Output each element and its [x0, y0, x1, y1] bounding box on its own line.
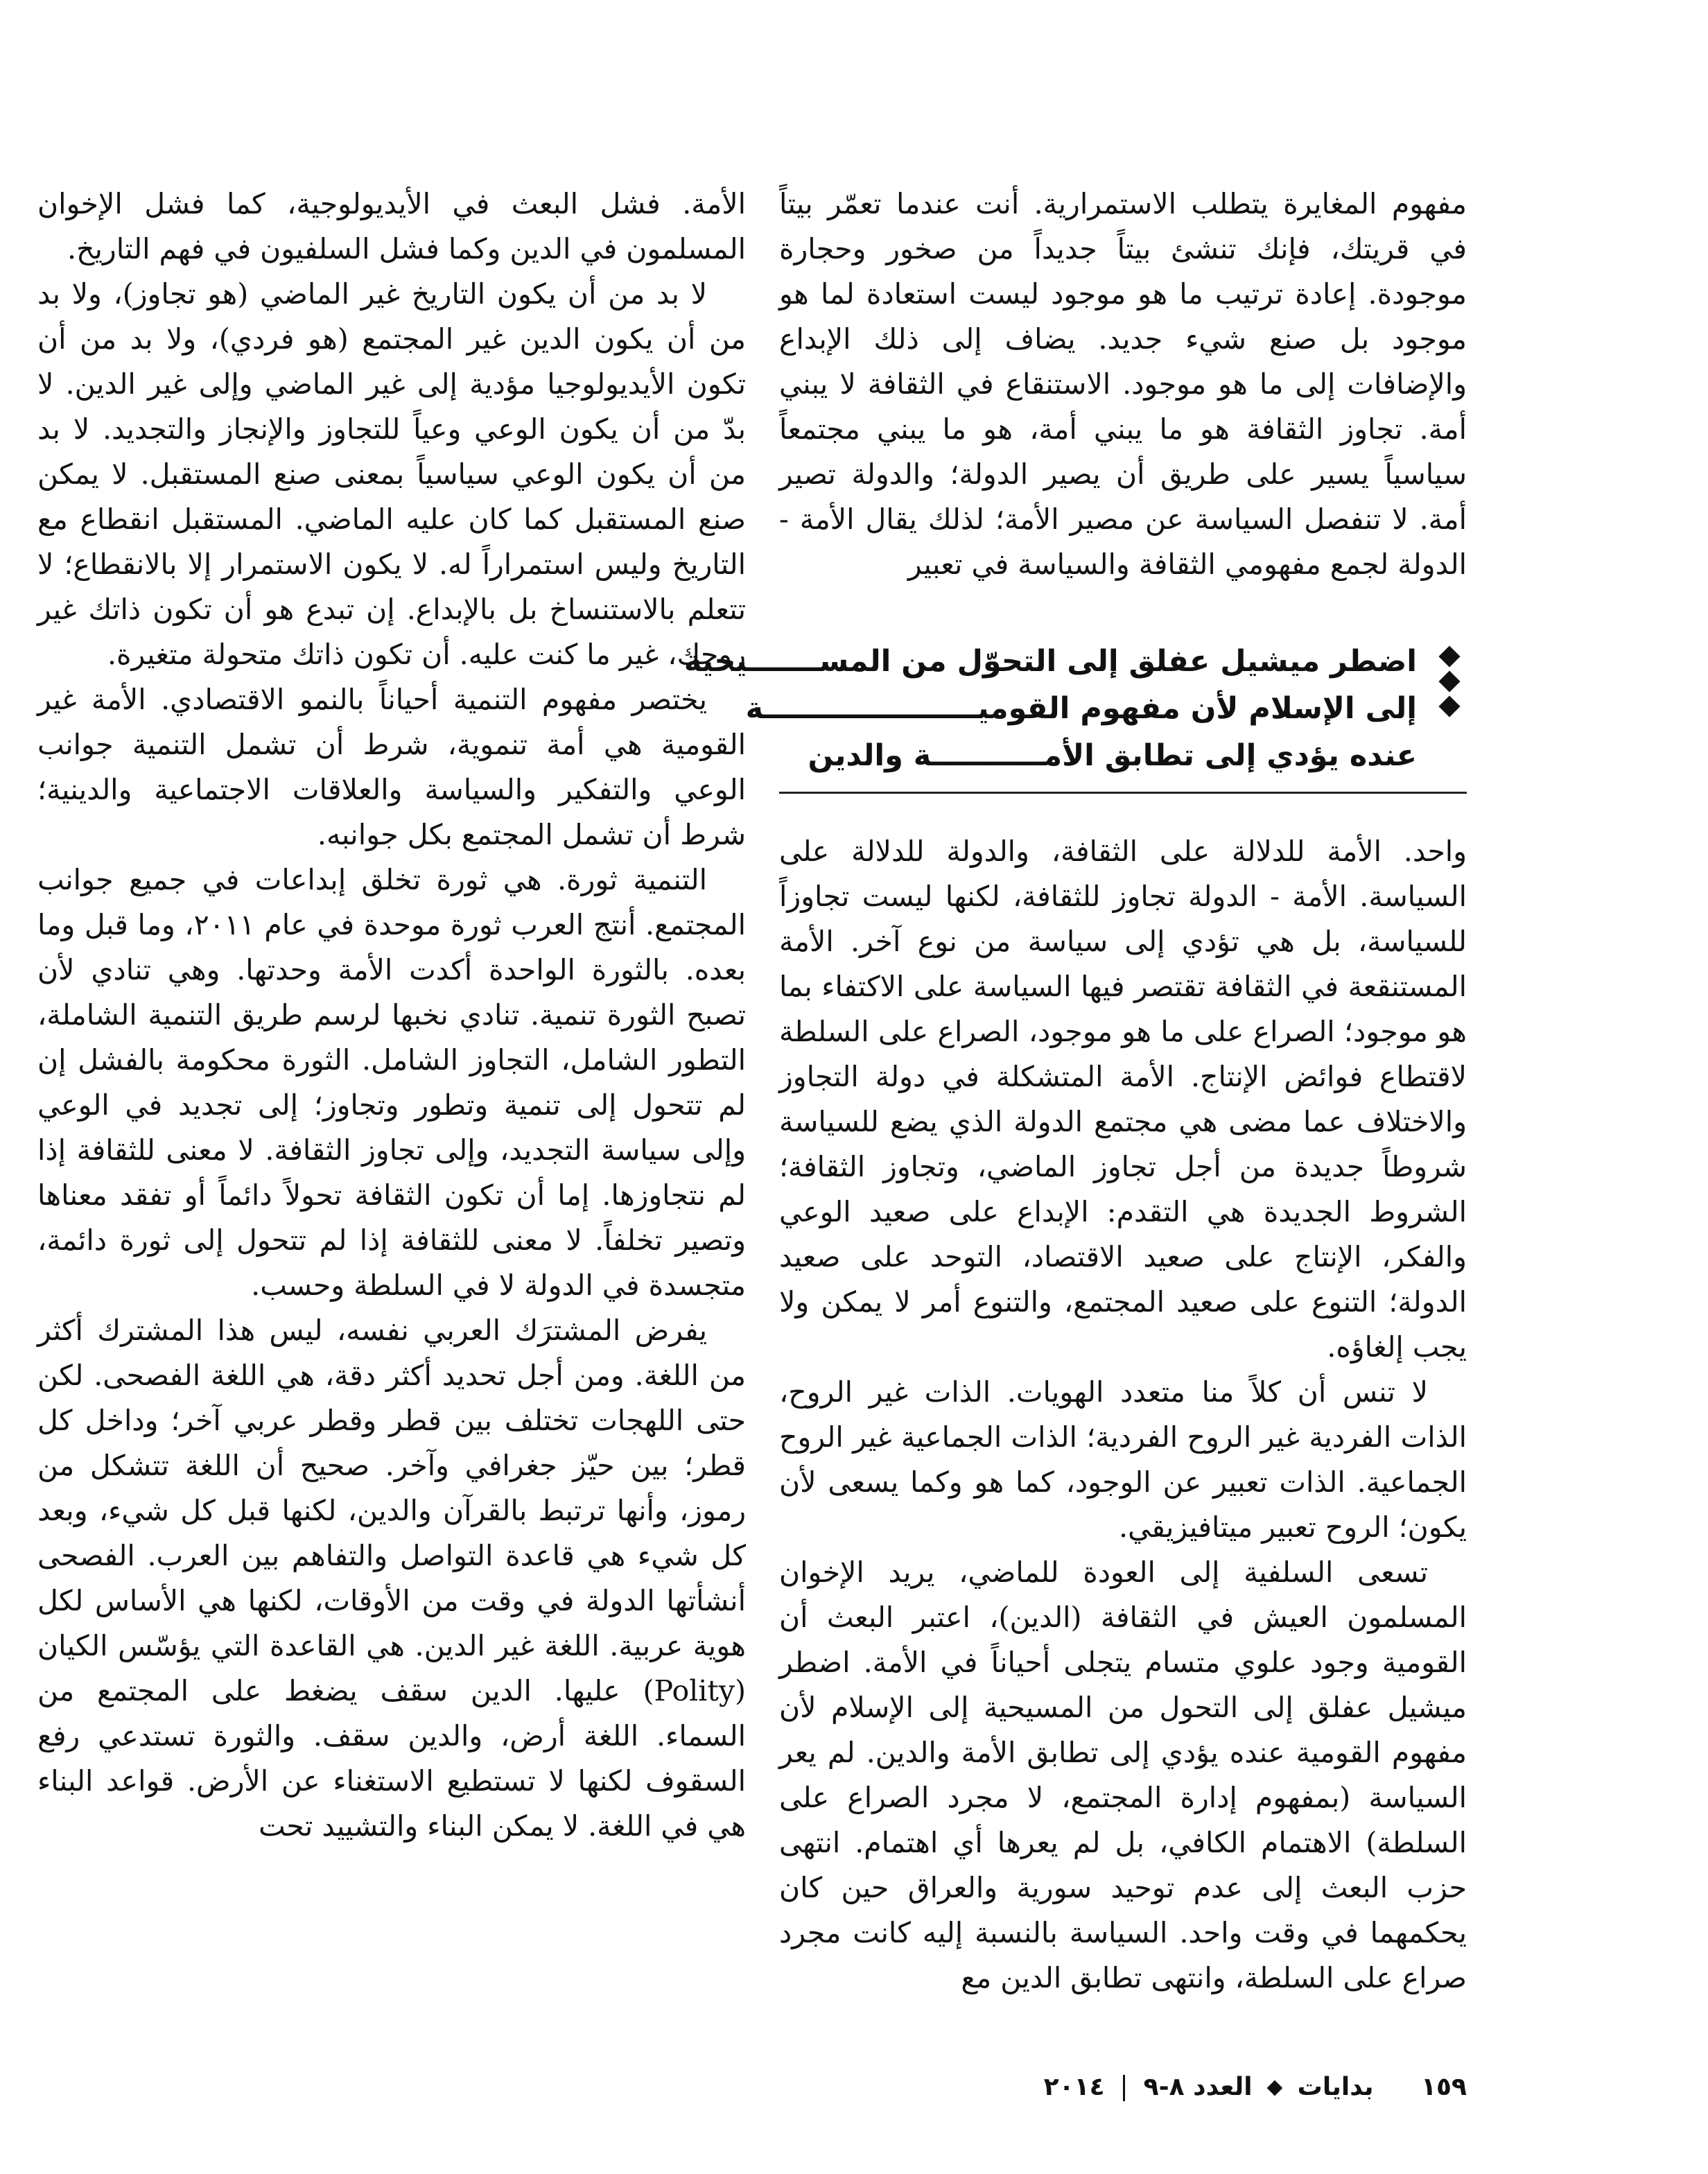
diamond-ornament-icon	[1432, 649, 1467, 724]
paragraph: التنمية ثورة. هي ثورة تخلق إبداعات في جميع جوانب المجتمع. أنتج العرب ثورة موحدة في عام ٢٠١١، وما قبل وما بعده. بالثورة الواحدة أكدت الأمة وحدتها. وهي تنادي لأن تصبح الثورة تنمية. تنادي نخبها لرسم طريق التنمية الشاملة، التطور الشامل، التجاوز الشامل. الثورة محكومة بالفشل إن لم تتحول إلى تنمية وتطور وتجاوز؛ إلى تجديد في الوعي وإلى سياسة التجديد، وإلى تجاوز الثقافة. لا معنى للثقافة إذا لم نتجاوزها. إما أن تكون الثقافة تحولاً دائماً أو تفقد معناها وتصير تخلفاً. لا معنى للثقافة إذا لم تتحول إلى ثورة دائمة، متجسدة في الدولة لا في السلطة وحسب.	[37, 863, 746, 1302]
vertical-bar-separator	[1123, 2075, 1125, 2101]
diamond-separator-icon	[1267, 2080, 1283, 2096]
right-column-top	[779, 182, 1467, 587]
paragraph: لا تنس أن كلاً منا متعدد الهويات. الذات غير الروح، الذات الفردية غير الروح الفردية؛ الذات الجماعية غير الروح الجماعية. الذات تعبير عن الوجود، كما هو وكما يسعى لأن يكون؛ الروح تعبير ميتافيزيقي.	[779, 1375, 1467, 1544]
paragraph: الأمة. فشل البعث في الأيديولوجية، كما فشل الإخوان المسلمون في الدين وكما فشل السلفيون في فهم التاريخ.	[37, 187, 746, 266]
paragraph: يختصر مفهوم التنمية أحياناً بالنمو الاقتصادي. الأمة غير القومية هي أمة تنموية، شرط أن تشمل التنمية جوانب الوعي والتفكير والسياسة والعلاقات الاجتماعية والدينية؛ شرط أن تشمل المجتمع بكل جوانبه.	[37, 683, 746, 851]
left-column	[37, 182, 746, 1849]
issue-year: ٢٠١٤	[1043, 2073, 1105, 2101]
paragraph: مفهوم المغايرة يتطلب الاستمرارية. أنت عندما تعمّر بيتاً في قريتك، فإنك تنشئ بيتاً جديداً من صخور وحجارة موجودة. إعادة ترتيب ما هو موجود ليست استعادة لما هو موجود بل صنع شيء جديد. يضاف إلى ذلك الإبداع والإضافات إلى ما هو موجود. الاستنقاع في الثقافة لا يبني أمة. تجاوز الثقافة هو ما يبني أمة، هو ما يبني مجتمعاً سياسياً يسير على طريق أن يصير الدولة؛ والدولة تصير أمة. لا تنفصل السياسة عن مصير الأمة؛ لذلك يقال الأمة - الدولة لجمع مفهومي الثقافة والسياسة في تعبير	[779, 187, 1467, 581]
pull-quote-line: اضطر ميشيل عفلق إلى التحوّل من المســـــــيحية	[683, 644, 1417, 679]
paragraph: لا بد من أن يكون التاريخ غير الماضي (هو تجاوز)، ولا بد من أن يكون الدين غير المجتمع (هو فردي)، ولا بد من أن تكون الأيديولوجيا مؤدية إلى غير الماضي وإلى غير الدين. لا بدّ من أن يكون الوعي وعياً للتجاوز والإنجاز والتجديد. لا بد من أن يكون الوعي سياسياً بمعنى صنع المستقبل. لا يمكن صنع المستقبل كما كان عليه الماضي. المستقبل انقطاع مع التاريخ وليس استمراراً له. لا يكون الاستمرار إلا بالانقطاع؛ لا تتعلم بالاستنساخ بل بالإبداع. إن تبدع هو أن تكون ذاتك غير روحك، غير ما كنت عليه. أن تكون ذاتك متحولة متغيرة.	[37, 277, 746, 671]
right-column-bottom	[779, 829, 1467, 2001]
pull-quote-line: عنده يؤدي إلى تطابق الأمـــــــــــة والدين	[808, 738, 1417, 773]
page-number: ١٥٩	[1421, 2073, 1467, 2101]
paragraph: يفرض المشترَك العربي نفسه، ليس هذا المشترك أكثر من اللغة. ومن أجل تحديد أكثر دقة، هي اللغة الفصحى. لكن حتى اللهجات تختلف بين قطر وقطر عربي آخر؛ وداخل كل قطر؛ بين حيّز جغرافي وآخر. صحيح أن اللغة تتشكل من رموز، وأنها ترتبط بالقرآن والدين، لكنها قبل كل شيء، وبعد كل شيء هي قاعدة التواصل والتفاهم بين العرب. الفصحى أنشأتها الدولة في وقت من الأوقات، لكنها هي الأساس لكل هوية عربية. اللغة غير الدين. هي القاعدة التي يؤسّس الكيان (Polity) عليها. الدين سقف يضغط على المجتمع من السماء. اللغة أرض، والدين سقف. والثورة تستدعي رفع السقوف لكنها لا تستطيع الاستغناء عن الأرض. قواعد البناء هي في اللغة. لا يمكن البناء والتشييد تحت	[37, 1314, 746, 1843]
page-footer	[1044, 2073, 1467, 2101]
issue-number: العدد ٨-٩	[1143, 2073, 1253, 2101]
journal-name: بدايات	[1297, 2073, 1374, 2101]
pull-quote	[683, 638, 1467, 794]
paragraph: تسعى السلفية إلى العودة للماضي، يريد الإخوان المسلمون العيش في الثقافة (الدين)، اعتبر البعث أن القومية وجود علوي متسام يتجلى أحياناً في الأمة. اضطر ميشيل عفلق إلى التحول من المسيحية إلى الإسلام لأن مفهوم القومية عنده يؤدي إلى تطابق الأمة والدين. لم يعر السياسة (بمفهوم إدارة المجتمع، لا مجرد الصراع على السلطة) الاهتمام الكافي، بل لم يعرها أي اهتمام. انتهى حزب البعث إلى عدم توحيد سورية والعراق حين كان يحكمهما في وقت واحد. السياسة بالنسبة إليه كانت مجرد صراع على السلطة، وانتهى تطابق الدين مع	[779, 1556, 1467, 1994]
paragraph: واحد. الأمة للدلالة على الثقافة، والدولة للدلالة على السياسة. الأمة - الدولة تجاوز للثقافة، لكنها ليست تجاوزاً للسياسة، بل هي تؤدي إلى سياسة من نوع آخر. الأمة المستنقعة في الثقافة تقتصر فيها السياسة على الاكتفاء بما هو موجود؛ الصراع على ما هو موجود، الصراع على السلطة لاقتطاع فوائض الإنتاج. الأمة المتشكلة في دولة التجاوز والاختلاف عما مضى هي مجتمع الدولة الذي يضع للسياسة شروطاً جديدة من أجل تجاوز الماضي، وتجاوز الثقافة؛ الشروط الجديدة هي التقدم: الإبداع على صعيد الوعي والفكر، الإنتاج على صعيد الاقتصاد، التوحد على صعيد الدولة؛ التنوع على صعيد المجتمع، والتنوع أمر لا يمكن ولا يجب إلغاؤه.	[779, 835, 1467, 1364]
pull-quote-line: إلى الإسلام لأن مفهوم القوميـــــــــــــــــــــة	[745, 691, 1417, 726]
